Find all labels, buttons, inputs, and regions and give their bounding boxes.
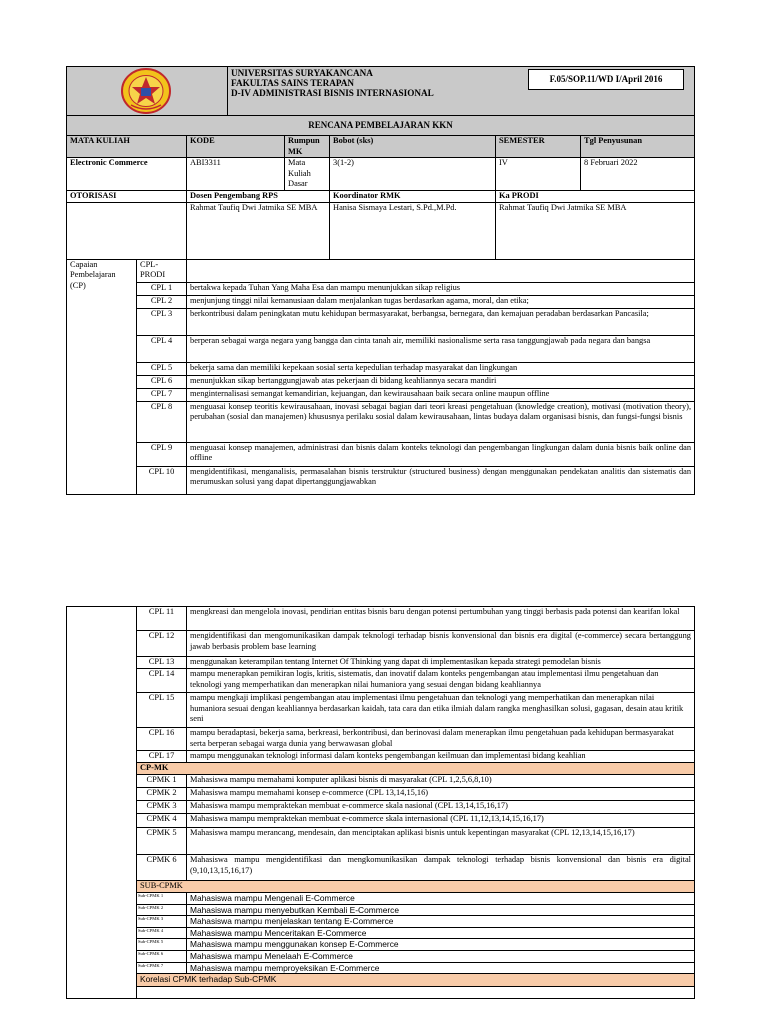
cpl-text: menjunjung tinggi nilai kemanusiaan dalam menjalankan tugas berdasarkan agama, moral, dan etika; [187, 295, 695, 308]
cpl-text: mampu beradaptasi, bekerja sama, berkreasi, berkontribusi, dan berinovasi dalam menerapkan ilmu pengetahuan pada kehidupan bermasyarakat serta berperan sebagai warga dunia yang berwawasan global [187, 728, 695, 751]
cpmk-section-header: CP-MK [137, 763, 695, 775]
cpl-id: CPL 16 [137, 728, 187, 751]
cpl-text: mampu menerapkan pemikiran logis, kritis, sistematis, dan inovatif dalam konteks pengembangan atau implementasi ilmu pengetahuan dan teknologi yang memperhatikan dan menerapkan nilai humaniora yang sesuai dengan bidang keahliannya [187, 669, 695, 693]
label-tgl: Tgl Penyusunan [581, 136, 695, 158]
sub-cpmk-id: Sub-CPMK 4 [137, 927, 187, 939]
cpmk-text: Mahasiswa mampu memahami konsep e-commerce (CPL 13,14,15,16) [187, 788, 695, 801]
cpl-text: menguasai konsep teoritis kewirausahaan, inovasi sebagai bagian dari teori kreasi pengetahuan (knowledge creation), motivasi (motivation theory), perubahan (sosial dan manajemen) khususnya perilaku sosial dalam kewirausahaan, lintas budaya dalam organisasi bisnis, dan fungsi-fungsi bisnis [187, 401, 695, 442]
cpl-id: CPL 1 [137, 282, 187, 295]
university-name: UNIVERSITAS SURYAKANCANA [231, 68, 373, 78]
cpmk-text: Mahasiswa mampu memahami komputer aplikasi bisnis di masyarakat (CPL 1,2,5,6,8,10) [187, 775, 695, 788]
cpmk-text: Mahasiswa mampu merancang, mendesain, dan menciptakan aplikasi bisnis untuk kepentingan masyarakat (CPL 12,13,14,15,16,17) [187, 828, 695, 855]
document-code-box: F.05/SOP.11/WD I/April 2016 [528, 69, 684, 90]
cpl-id: CPL 2 [137, 295, 187, 308]
cp-label-line-2: Pembelajaran [70, 270, 116, 280]
label-kaprodi: Ka PRODI [496, 190, 695, 202]
cpl-text: menguasai konsep manajemen, administrasi dan bisnis dalam konteks teknologi dan pengembangan lingkungan dalam dunia bisnis baik online dan offline [187, 442, 695, 466]
cpl-text: mengkreasi dan mengelola inovasi, pendirian entitas bisnis baru dengan potensi pertumbuhan yang tinggi berbasis pada potensi dan kearifan lokal [187, 607, 695, 631]
rumpun-line-2: Dasar [288, 179, 308, 189]
sub-cpmk-id: Sub-CPMK 5 [137, 939, 187, 951]
cpmk-text: Mahasiswa mampu mengidentifikasi dan mengkomunikasikan dampak teknologi terhadap bisnis konvensional dan bisnis era digital (9,10,13,15,16,17) [187, 855, 695, 881]
cpl-text: berperan sebagai warga negara yang bangga dan cinta tanah air, memiliki nasionalisme serta rasa tanggungjawab pada negara dan bangsa [187, 335, 695, 362]
cpl-id: CPL 11 [137, 607, 187, 631]
course-semester: IV [496, 158, 581, 191]
cpl-id: CPL 8 [137, 401, 187, 442]
cpl-prodi-blank [187, 259, 695, 282]
cpl-id: CPL 9 [137, 442, 187, 466]
cpl-text: mampu mengkaji implikasi pengembangan atau implementasi ilmu pengetahuan dan teknologi yang memperhatikan dan menerapkan nilai humaniora sesuai dengan keahliannya berdasarkan kaidah, tata cara dan etika ilmiah dalam rangka menghasilkan solusi, gagasan, desain atau kritik seni [187, 693, 695, 728]
cpl-id: CPL 6 [137, 375, 187, 388]
cpl-id: CPL 15 [137, 693, 187, 728]
sub-cpmk-id: Sub-CPMK 1 [137, 893, 187, 905]
cpl-text: mengidentifikasi, menganalisis, permasalahan bisnis terstruktur (structured business) dengan menggunakan pendekatan analitis dan sistematis dan merumuskan solusi yang dapat dipertanggungjawabkan [187, 466, 695, 494]
sub-cpmk-id: Sub-CPMK 6 [137, 950, 187, 962]
label-bobot: Bobot (sks) [330, 136, 496, 158]
sub-cpmk-text: Mahasiswa mampu menjelaskan tentang E-Commerce [187, 916, 695, 928]
cpmk-text: Mahasiswa mampu mempraktekan membuat e-commerce skala nasional (CPL 13,14,15,16,17) [187, 801, 695, 814]
cpmk-id: CPMK 5 [137, 828, 187, 855]
cpmk-id: CPMK 4 [137, 814, 187, 828]
faculty-name: FAKULTAS SAINS TERAPAN [231, 78, 355, 88]
sub-cpmk-text: Mahasiswa mampu menggunakan konsep E-Commerce [187, 939, 695, 951]
sub-cpmk-text: Mahasiswa mampu Mengenali E-Commerce [187, 893, 695, 905]
label-mata-kuliah: MATA KULIAH [67, 136, 187, 158]
cpmk-id: CPMK 2 [137, 788, 187, 801]
cpl-id: CPL 3 [137, 308, 187, 335]
cpl-id: CPL 12 [137, 631, 187, 657]
cpmk-id: CPMK 1 [137, 775, 187, 788]
cpl-id: CPL 17 [137, 751, 187, 763]
cpl-prodi-line-2: PRODI [140, 270, 166, 280]
cp-label [67, 259, 137, 494]
cpl-text: menginternalisasi semangat kemandirian, kejuangan, dan kewirausahaan baik secara online maupun offline [187, 388, 695, 401]
label-koordinator: Koordinator RMK [330, 190, 496, 202]
cpl-id: CPL 5 [137, 362, 187, 375]
cpl-id: CPL 14 [137, 669, 187, 693]
cpl-text: mengidentifikasi dan mengomunikasikan dampak teknologi terhadap bisnis konvensional dan bisnis era digital (e-commerce) secara bertanggung jawab berbasis problem base learning [187, 631, 695, 657]
course-bobot: 3(1-2) [330, 158, 496, 191]
cpl-text: bertakwa kepada Tuhan Yang Maha Esa dan mampu menunjukkan sikap religius [187, 282, 695, 295]
sub-cpmk-section-header: SUB-CPMK [137, 881, 695, 893]
course-name: Electronic Commerce [67, 158, 187, 191]
left-margin-column [67, 607, 137, 999]
otorisasi-blank [67, 202, 187, 259]
cpl-id: CPL 13 [137, 657, 187, 669]
sub-cpmk-text: Mahasiswa mampu Menceritakan E-Commerce [187, 927, 695, 939]
rps-table-page-1 [66, 66, 695, 495]
label-otorisasi: OTORISASI [67, 190, 187, 202]
cpl-text: bekerja sama dan memiliki kepekaan sosial serta kepedulian terhadap masyarakat dan lingkungan [187, 362, 695, 375]
cpmk-id: CPMK 6 [137, 855, 187, 881]
cpl-id: CPL 4 [137, 335, 187, 362]
label-kode: KODE [187, 136, 285, 158]
label-rumpun: Rumpun MK [285, 136, 330, 158]
sub-cpmk-id: Sub-CPMK 3 [137, 916, 187, 928]
kaprodi-name: Rahmat Taufiq Dwi Jatmika SE MBA [496, 202, 695, 259]
logo-cell [67, 67, 228, 116]
course-rumpun [285, 158, 330, 191]
cpl-id: CPL 10 [137, 466, 187, 494]
sub-cpmk-text: Mahasiswa mampu menyebutkan Kembali E-Commerce [187, 904, 695, 916]
course-code: ABI3311 [187, 158, 285, 191]
cpl-id: CPL 7 [137, 388, 187, 401]
sub-cpmk-id: Sub-CPMK 7 [137, 962, 187, 974]
sub-cpmk-text: Mahasiswa mampu Menelaah E-Commerce [187, 950, 695, 962]
cpl-text: menunjukkan sikap bertanggungjawab atas pekerjaan di bidang keahliannya secara mandiri [187, 375, 695, 388]
label-semester: SEMESTER [496, 136, 581, 158]
program-name: D-IV ADMINISTRASI BISNIS INTERNASIONAL [231, 88, 434, 98]
sub-cpmk-text: Mahasiswa mampu memproyeksikan E-Commerce [187, 962, 695, 974]
cpl-text: mampu menggunakan teknologi informasi dalam konteks pengembangan keilmuan dan implementasi bidang keahlian [187, 751, 695, 763]
document-title: RENCANA PEMBELAJARAN KKN [67, 116, 695, 136]
cpmk-text: Mahasiswa mampu mempraktekan membuat e-commerce skala internasional (CPL 11,12,13,14,15,16,17) [187, 814, 695, 828]
dosen-name: Rahmat Taufiq Dwi Jatmika SE MBA [187, 202, 330, 259]
cp-label-line-3: (CP) [70, 280, 86, 290]
rumpun-line-1: Mata Kuliah [288, 158, 311, 178]
koordinator-name: Hanisa Sismaya Lestari, S.Pd.,M.Pd. [330, 202, 496, 259]
cpmk-id: CPMK 3 [137, 801, 187, 814]
cpl-text: berkontribusi dalam peningkatan mutu kehidupan bermasyarakat, berbangsa, bernegara, dan kemajuan peradaban berdasarkan Pancasila; [187, 308, 695, 335]
rps-table-page-2 [66, 606, 695, 999]
cpl-prodi-label [137, 259, 187, 282]
cpl-prodi-line-1: CPL- [140, 259, 159, 269]
sub-cpmk-id: Sub-CPMK 2 [137, 904, 187, 916]
label-dosen: Dosen Pengembang RPS [187, 190, 330, 202]
cp-label-line-1: Capaian [70, 259, 98, 269]
cpl-text: menggunakan keterampilan tentang Internet Of Thinking yang dapat di implementasikan kepada strategi pemodelan bisnis [187, 657, 695, 669]
university-seal-logo [119, 67, 173, 115]
course-date: 8 Februari 2022 [581, 158, 695, 191]
korelasi-blank-row [137, 987, 695, 999]
korelasi-section-header: Korelasi CPMK terhadap Sub-CPMK [137, 974, 695, 987]
